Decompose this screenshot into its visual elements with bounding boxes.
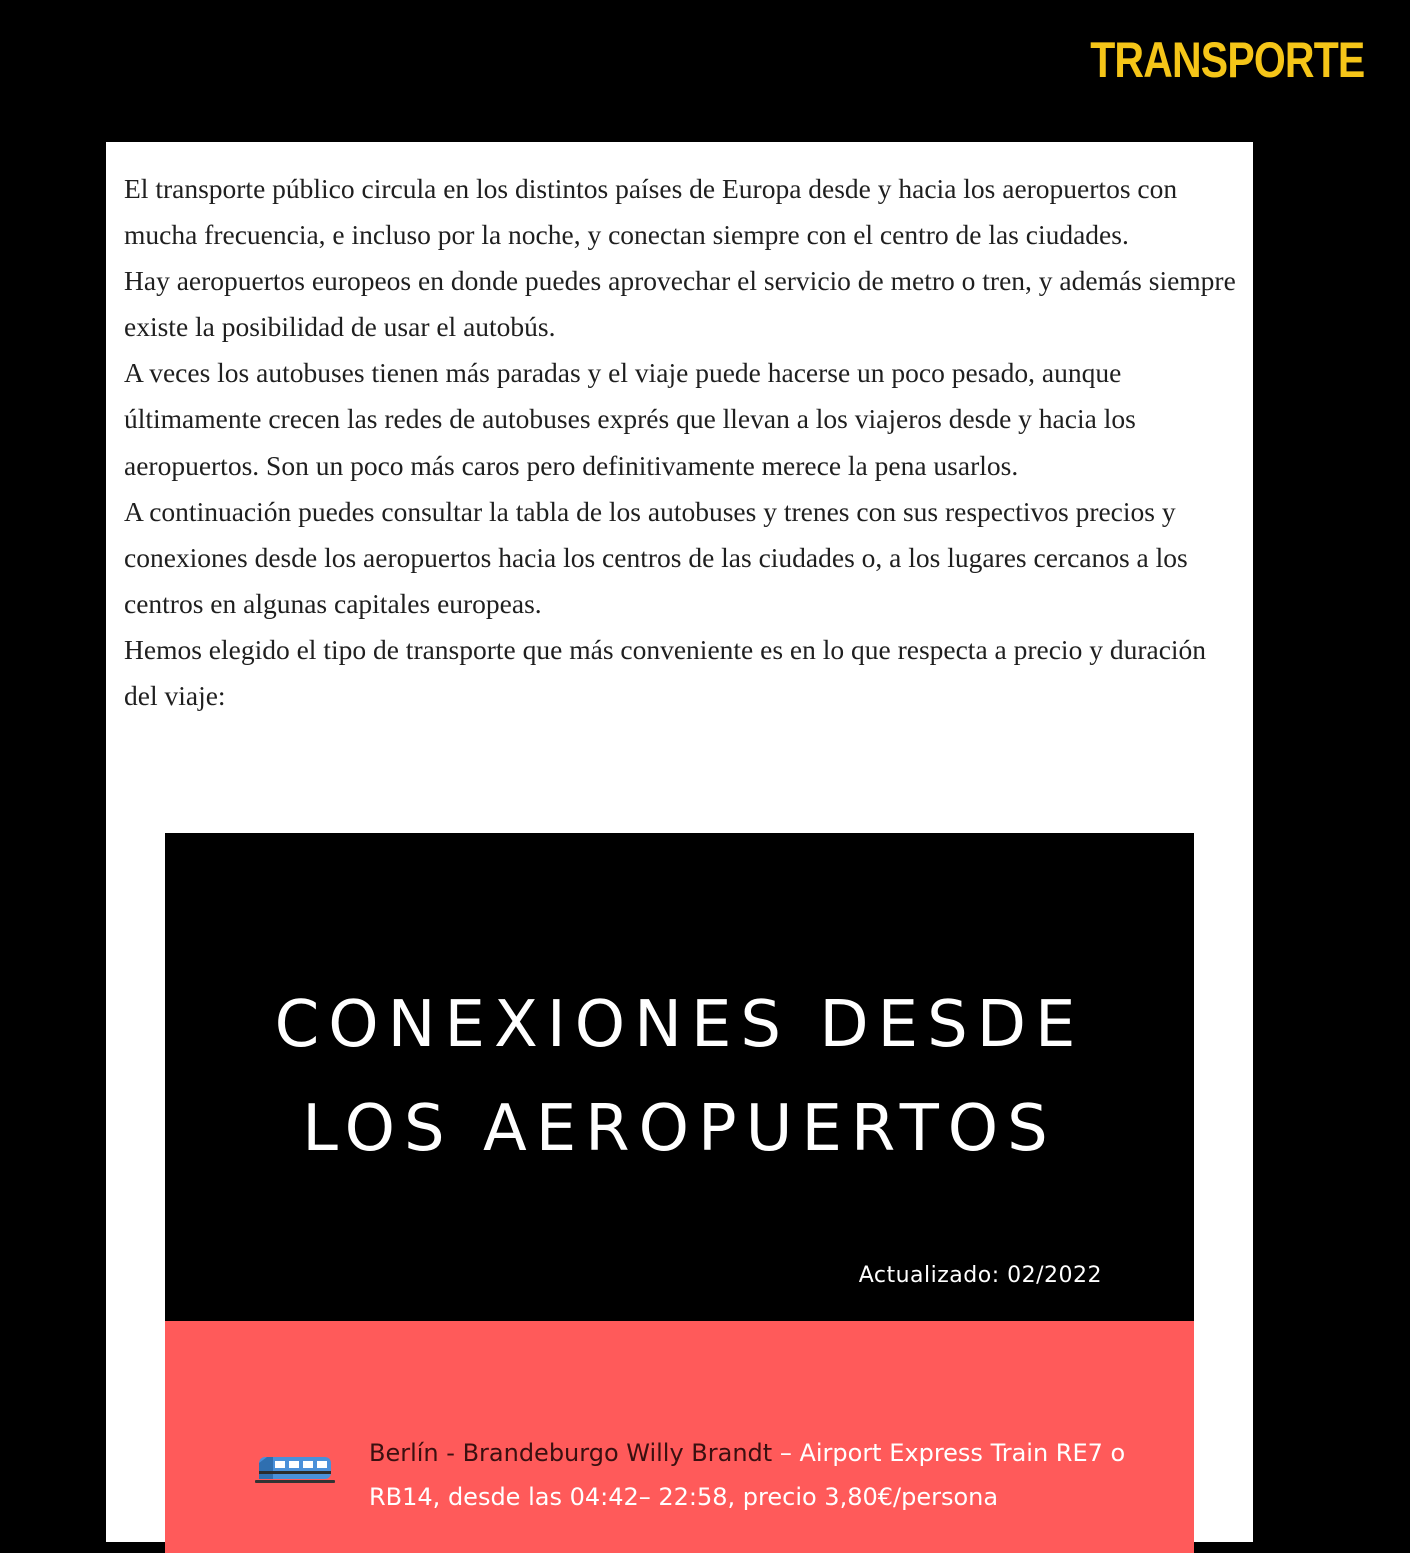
airport-connections-infographic [165, 833, 1194, 1553]
infographic-title-line: LOS AEROPUERTOS [302, 1092, 1057, 1166]
connection-airport: Berlín - Brandeburgo Willy Brandt [369, 1439, 773, 1467]
connections-list [165, 1321, 1194, 1553]
section-title: TRANSPORTE [1089, 32, 1364, 88]
train-icon [253, 1455, 335, 1485]
connection-item [369, 1431, 1129, 1519]
connection-details: – Airport Express Train RE7 o RB14, desde las 04:42– 22:58, precio 3,80€/persona [369, 1439, 1126, 1511]
infographic-title-line: CONEXIONES DESDE [274, 988, 1085, 1062]
paragraph: El transporte público circula en los distintos países de Europa desde y hacia los aeropuertos con mucha frecuencia, e incluso por la noche, y conectan siempre con el centro de las ciudades. [124, 173, 1178, 251]
article-card [106, 142, 1253, 1542]
infographic-header [165, 833, 1194, 1321]
paragraph: A continuación puedes consultar la tabla de los autobuses y trenes con sus respectivos precios y conexiones desde los aeropuertos hacia los centros de las ciudades o, a los lugares cercanos a los centros en algunas capitales europeas. [124, 495, 1188, 619]
paragraph: Hemos elegido el tipo de transporte que más conveniente es en lo que respecta a precio y duración del viaje: [124, 633, 1207, 712]
article-body [124, 166, 1239, 719]
paragraph: Hay aeropuertos europeos en donde puedes aprovechar el servicio de metro o tren, y además siempre existe la posibilidad de usar el autobús. [124, 265, 1236, 343]
infographic-title [165, 973, 1194, 1181]
paragraph: A veces los autobuses tienen más paradas y el viaje puede hacerse un poco pesado, aunque últimamente crecen las redes de autobuses exprés que llevan a los viajeros desde y hacia los aeropuertos. Son un poco más caros pero definitivamente merece la pena usarlos. [124, 357, 1136, 481]
updated-date: Actualizado: 02/2022 [858, 1263, 1102, 1288]
